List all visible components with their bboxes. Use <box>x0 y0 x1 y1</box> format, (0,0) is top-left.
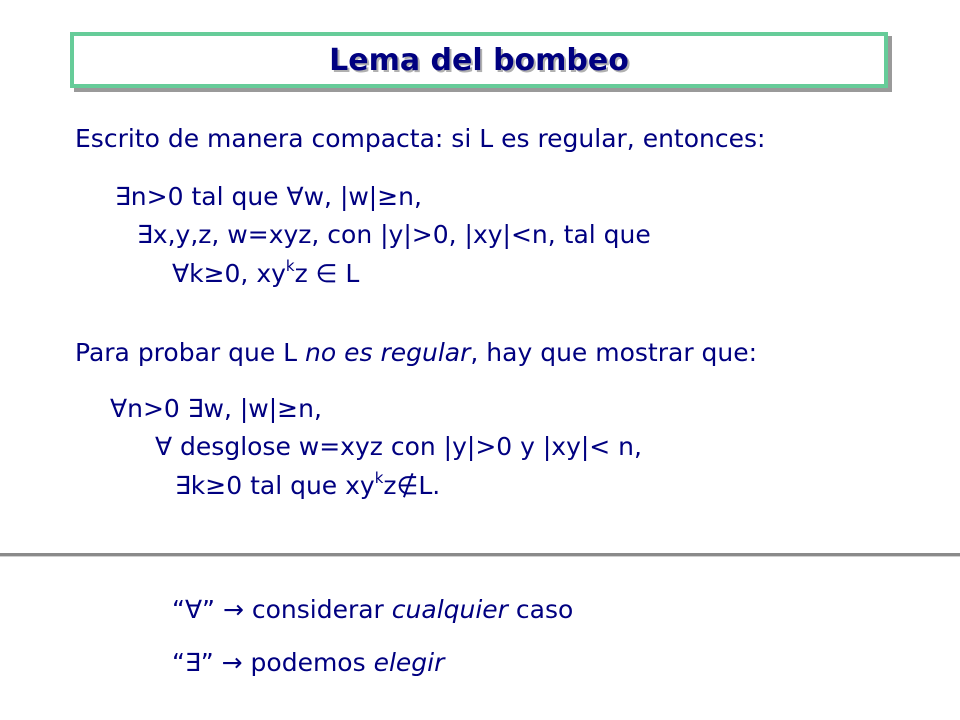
legend-item-exists <box>172 648 444 678</box>
section2-line3 <box>175 471 440 504</box>
section1-line3-start: ∀k≥0, xy <box>172 259 286 288</box>
divider-line <box>0 553 960 557</box>
legend-item-forall-end: caso <box>507 595 574 624</box>
section1-line3 <box>172 259 359 292</box>
section2-intro-start: Para probar que L <box>75 338 306 367</box>
section1-line3-superscript: k <box>285 257 295 275</box>
legend-item-exists-italic: elegir <box>373 648 445 677</box>
section2-line3-start: ∃k≥0 tal que xy <box>175 471 375 500</box>
section1-line2: ∃x,y,z, w=xyz, con |y|>0, |xy|<n, tal que <box>137 220 651 249</box>
legend-item-exists-start: “∃” → podemos <box>172 648 374 677</box>
legend-item-forall-italic: cualquier <box>391 595 508 624</box>
section2-intro-italic: no es regular <box>305 338 471 367</box>
section1-intro: Escrito de manera compacta: si L es regular, entonces: <box>75 124 766 153</box>
section2-line2: ∀ desglose w=xyz con |y|>0 y |xy|< n, <box>155 432 642 461</box>
section2-intro-end: , hay que mostrar que: <box>470 338 758 367</box>
legend-item-forall <box>172 595 573 625</box>
section2-line1: ∀n>0 ∃w, |w|≥n, <box>110 394 322 423</box>
page-title: Lema del bombeo <box>329 42 629 78</box>
section2-line3-end: z∉L. <box>383 471 441 500</box>
section1-line1: ∃n>0 tal que ∀w, |w|≥n, <box>115 182 422 211</box>
section2-line3-superscript: k <box>374 469 384 487</box>
legend-item-forall-start: “∀” → considerar <box>172 595 392 624</box>
section2-intro <box>75 338 757 368</box>
title-box <box>70 32 888 88</box>
section1-line3-end: z ∈ L <box>294 259 360 288</box>
